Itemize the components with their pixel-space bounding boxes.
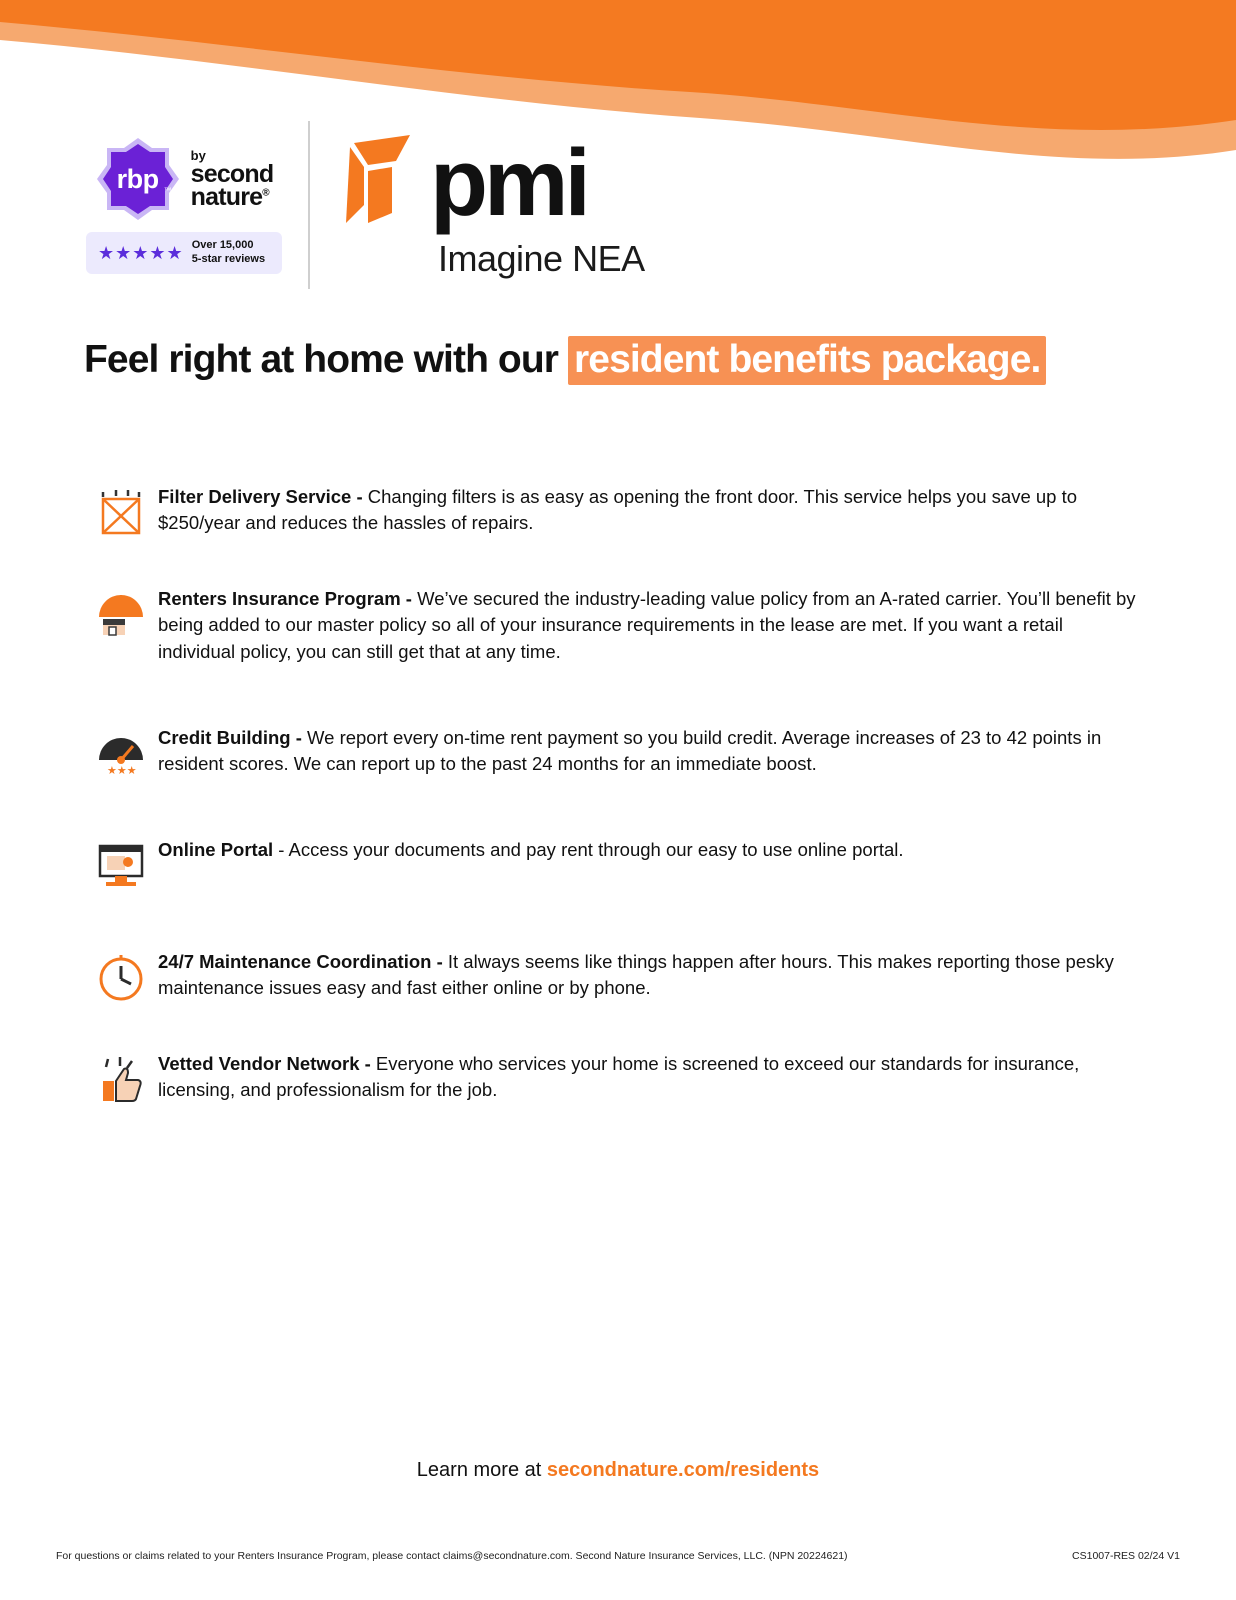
rbp-trademark: ™ (163, 186, 172, 196)
benefit-text (158, 1049, 1144, 1104)
umbrella-house-icon (84, 584, 158, 644)
reviews-line-2: 5-star reviews (191, 253, 266, 265)
benefit-item (84, 947, 1144, 1007)
benefit-text (158, 584, 1144, 665)
second-nature-line1: second (190, 159, 274, 188)
air-filter-icon (84, 482, 158, 542)
reviews-count (192, 239, 265, 267)
benefit-item (84, 723, 1144, 783)
by-label: by (190, 147, 206, 163)
second-nature-line2: nature® (190, 183, 269, 212)
benefits-list (84, 482, 1144, 1109)
registered-mark: ® (262, 187, 269, 199)
benefit-text (158, 835, 904, 863)
benefit-title: Online Portal (158, 838, 274, 860)
headline-plain: Feel right at home with our (84, 338, 568, 381)
logo-divider (308, 121, 310, 289)
clock-icon (84, 947, 158, 1007)
pmi-wordmark: pmi (430, 129, 587, 236)
reviews-badge (86, 232, 282, 274)
header-logos (84, 120, 645, 290)
pmi-office-name: Imagine NEA (438, 237, 645, 279)
rbp-logo-block (84, 136, 284, 274)
benefit-title: Renters Insurance Program - (158, 588, 412, 609)
headline-highlight: resident benefits package. (568, 336, 1046, 385)
benefit-item (84, 835, 1144, 895)
second-nature-wordmark (191, 149, 274, 211)
reviews-line-1: Over 15,000 (191, 239, 254, 252)
benefit-item (84, 584, 1144, 665)
secondnature-residents-link[interactable]: secondnature.com/residents (546, 1459, 820, 1481)
rbp-logo-row (95, 136, 274, 222)
benefit-item (84, 1049, 1144, 1109)
page-title (84, 338, 1154, 382)
thumbs-up-icon (84, 1049, 158, 1109)
benefit-title: Credit Building - (158, 726, 302, 748)
online-portal-monitor-icon (84, 835, 158, 895)
rbp-badge-icon (95, 136, 181, 222)
learn-more-line (0, 1459, 1236, 1482)
star-rating-icon: ★★★★★ (98, 243, 184, 263)
benefit-body: Everyone who services your home is screened to exceed our standards for insurance, licensing, and professionalism for the job. (158, 1052, 1080, 1101)
pmi-logo-block (338, 131, 645, 280)
benefit-body: We report every on-time rent payment so you build credit. Average increases of 23 to 42 points in resident scores. We can report up to the past 24 months for an immediate boost. (158, 726, 1102, 775)
benefit-text (158, 723, 1144, 778)
benefit-body: It always seems like things happen after hours. This makes reporting those pesky maintenance issues easy and fast either online or by phone. (158, 950, 1114, 999)
benefit-title: 24/7 Maintenance Coordination - (158, 950, 443, 972)
benefit-text (158, 482, 1144, 537)
benefit-body: - Access your documents and pay rent through our easy to use online portal. (273, 838, 904, 860)
benefit-text (158, 947, 1144, 1002)
disclaimer-text: For questions or claims related to your Renters Insurance Program, please contact claims@secondnature.com. Second Nature Insurance Services, LLC. (NPN 20224621) (56, 1550, 848, 1562)
benefit-title: Vetted Vendor Network - (158, 1052, 371, 1074)
pmi-mark-icon (338, 131, 424, 236)
benefit-body: We’ve secured the industry-leading value policy from an A-rated carrier. You’ll benefit by being added to our master policy so all of your insurance requirements in the lease are met. If you want a retail individual policy, you can still get that at any time. (158, 588, 1136, 662)
svg-text:★★★: ★★★ (107, 764, 137, 777)
rbp-badge-label: rbp (116, 163, 159, 194)
document-code: CS1007-RES 02/24 V1 (1072, 1550, 1180, 1562)
pmi-logo-row (338, 131, 645, 236)
benefit-body: Changing filters is as easy as opening the front door. This service helps you save up to $250/year and reduces the hassles of repairs. (158, 486, 1078, 534)
learn-more-prefix: Learn more at (416, 1459, 547, 1481)
benefit-title: Filter Delivery Service - (158, 486, 363, 507)
fineprint-row (56, 1550, 1180, 1562)
benefit-item (84, 482, 1144, 542)
credit-gauge-icon (84, 723, 158, 783)
